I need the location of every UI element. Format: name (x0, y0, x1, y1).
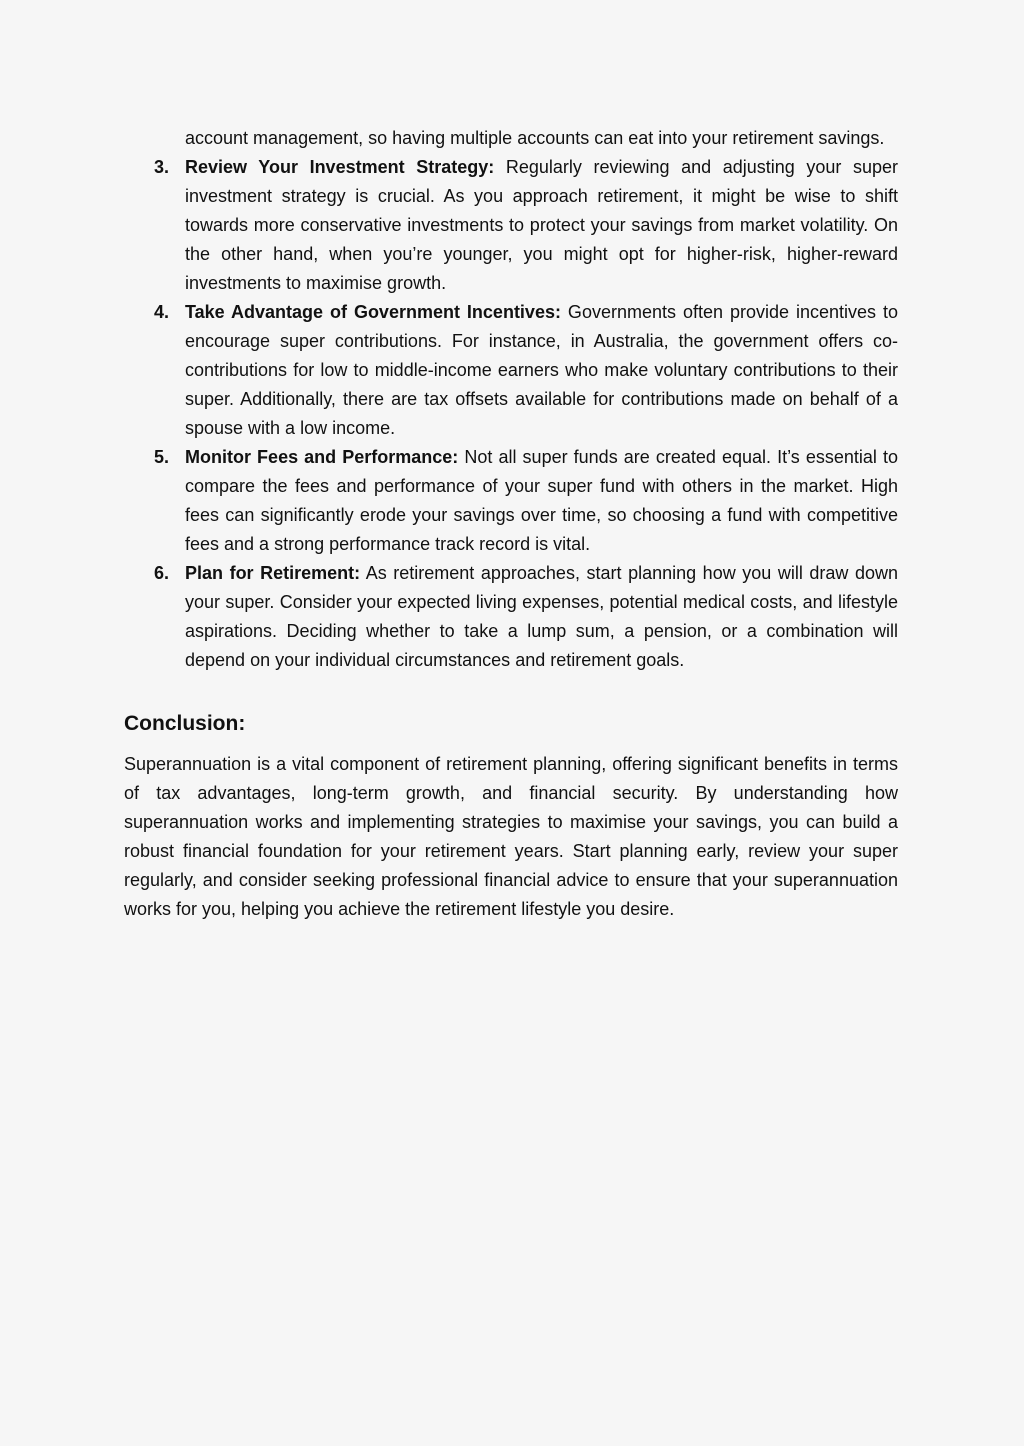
conclusion-heading: Conclusion: (124, 712, 246, 735)
strategy-list (124, 124, 898, 675)
list-item-title: Monitor Fees and Performance: (185, 447, 459, 467)
list-item-text: As retirement approaches, start planning how you will draw down your super. Consider your expected living expenses, potential medical costs, and lifestyle aspirations. Deciding whether to take a lump sum, a pension, or a combination will depend on your individual circumstances and retirement goals. (185, 563, 899, 670)
list-item-text: Regularly reviewing and adjusting your super investment strategy is crucial. As you approach retirement, it might be wise to shift towards more conservative investments to protect your savings from market volatility. On the other hand, when you’re younger, you might opt for higher-risk, higher-reward investments to maximise growth. (185, 157, 898, 293)
list-item-number: 4. (154, 302, 170, 322)
list-item-number: 6. (154, 563, 170, 583)
list-item-title: Take Advantage of Government Incentives: (185, 302, 561, 322)
list-item-government-incentives (124, 298, 898, 443)
list-item-title: Plan for Retirement: (185, 563, 361, 583)
list-item-number: 3. (154, 157, 170, 177)
list-item-monitor-fees (124, 443, 898, 559)
list-item-continuation (124, 124, 898, 153)
list-item-plan-for-retirement (124, 559, 898, 675)
list-item-title: Review Your Investment Strategy: (185, 157, 495, 177)
list-item-continuation-text: account management, so having multiple accounts can eat into your retirement savings. (185, 128, 885, 148)
list-item-number: 5. (154, 447, 170, 467)
list-item-text: Not all super funds are created equal. It’s essential to compare the fees and performance of your super fund with others in the market. High fees can significantly erode your savings over time, so choosing a fund with competitive fees and a strong performance track record is vital. (185, 447, 898, 554)
list-item-review-investment-strategy (124, 153, 898, 298)
list-item-text: Governments often provide incentives to encourage super contributions. For instance, in Australia, the government offers co-contributions for low to middle-income earners who make voluntary contributions to their super. Additionally, there are tax offsets available for contributions made on behalf of a spouse with a low income. (185, 302, 898, 438)
conclusion-paragraph: Superannuation is a vital component of retirement planning, offering significant benefits in terms of tax advantages, long-term growth, and financial security. By understanding how superannuation works and implementing strategies to maximise your savings, you can build a robust financial foundation for your retirement years. Start planning early, review your super regularly, and consider seeking professional financial advice to ensure that your superannuation works for you, helping you achieve the retirement lifestyle you desire. (124, 754, 898, 919)
